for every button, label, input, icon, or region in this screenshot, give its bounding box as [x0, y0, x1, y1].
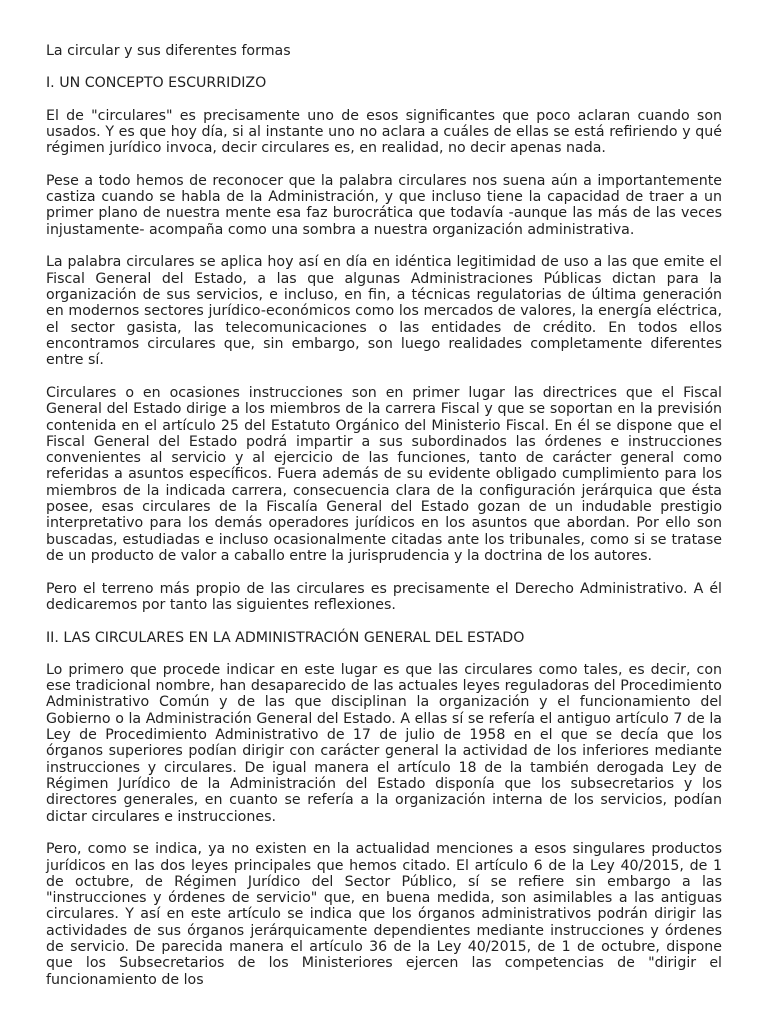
document-page — [46, 43, 722, 1004]
paragraph: Circulares o en ocasiones instrucciones son en primer lugar las directrices que el Fiscal General del Estado dirige a los miembros de la carrera Fiscal y que se soportan en la previsión contenida en el artículo 25 del Estatuto Orgánico del Ministerio Fiscal. En él se dispone que el Fiscal General del Estado podrá impartir a sus subordinados las órdenes e instrucciones convenientes al servicio y al ejercicio de las funciones, tanto de carácter general como referidas a asuntos específicos. Fuera además de su evidente obligado cumplimiento para los miembros de la indicada carrera, consecuencia clara de la configuración jerárquica que ésta posee, esas circulares de la Fiscalía General del Estado gozan de un indudable prestigio interpretativo para los demás operadores jurídicos en los asuntos que abordan. Por ello son buscadas, estudiadas e incluso ocasionalmente citadas ante los tribunales, como si se tratase de un producto de valor a caballo entre la jurisprudencia y la doctrina de los autores. — [46, 384, 722, 564]
document-title: La circular y sus diferentes formas — [46, 43, 291, 59]
paragraph: Pese a todo hemos de reconocer que la palabra circulares nos suena aún a importantemente castiza cuando se habla de la Administración, y que incluso tiene la capacidad de traer a un primer plano de nuestra mente esa faz burocrática que todavía -aunque las más de las veces injustamente- acompaña como una sombra a nuestra organización administrativa. — [46, 172, 722, 238]
section-heading: II. LAS CIRCULARES EN LA ADMINISTRACIÓN GENERAL DEL ESTADO — [46, 629, 525, 646]
paragraph: Pero el terreno más propio de las circulares es precisamente el Derecho Administrativo. A él dedicaremos por tanto las siguientes reflexiones. — [46, 580, 722, 613]
paragraph: La palabra circulares se aplica hoy así en día en idéntica legitimidad de uso a las que emite el Fiscal General del Estado, a las que algunas Administraciones Públicas dictan para la organización de sus servicios, e incluso, en fin, a técnicas regulatorias de última generación en modernos sectores jurídico-económicos como los mercados de valores, la energía eléctrica, el sector gasista, las telecomunicaciones o las entidades de crédito. En todos ellos encontramos circulares que, sin embargo, son luego realidades completamente diferentes entre sí. — [46, 254, 722, 369]
section-heading: I. UN CONCEPTO ESCURRIDIZO — [46, 75, 267, 92]
paragraph: Pero, como se indica, ya no existen en la actualidad menciones a esos singulares productos jurídicos en las dos leyes principales que hemos citado. El artículo 6 de la Ley 40/2015, de 1 de octubre, de Régimen Jurídico del Sector Público, sí se refiere sin embargo a las "instrucciones y órdenes de servicio" que, en buena medida, son asimilables a las antiguas circulares. Y así en este artículo se indica que los órganos administrativos podrán dirigir las actividades de sus órganos jerárquicamente dependientes mediante instrucciones y órdenes de servicio. De parecida manera el artículo 36 de la Ley 40/2015, de 1 de octubre, dispone que los Subsecretarios de los Ministeriores ejercen las competencias de "dirigir el funcionamiento de los — [46, 841, 722, 988]
paragraph: Lo primero que procede indicar en este lugar es que las circulares como tales, es decir, con ese tradicional nombre, han desaparecido de las actuales leyes reguladoras del Procedimiento Administrativo Común y de las que disciplinan la organización y el funcionamiento del Gobierno o la Administración General del Estado. A ellas sí se refería el antiguo artículo 7 de la Ley de Procedimiento Administrativo de 17 de julio de 1958 en el que se decía que los órganos superiores podían dirigir con carácter general la actividad de los inferiores mediante instrucciones y circulares. De igual manera el artículo 18 de la también derogada Ley de Régimen Jurídico de la Administración del Estado disponía que los subsecretarios y los directores generales, en cuanto se refería a la organización interna de los servicios, podían dictar circulares e instrucciones. — [46, 661, 722, 825]
paragraph: El de "circulares" es precisamente uno de esos significantes que poco aclaran cuando son usados. Y es que hoy día, si al instante uno no aclara a cuáles de ellas se está refiriendo y qué régimen jurídico invoca, decir circulares es, en realidad, no decir apenas nada. — [46, 107, 722, 157]
